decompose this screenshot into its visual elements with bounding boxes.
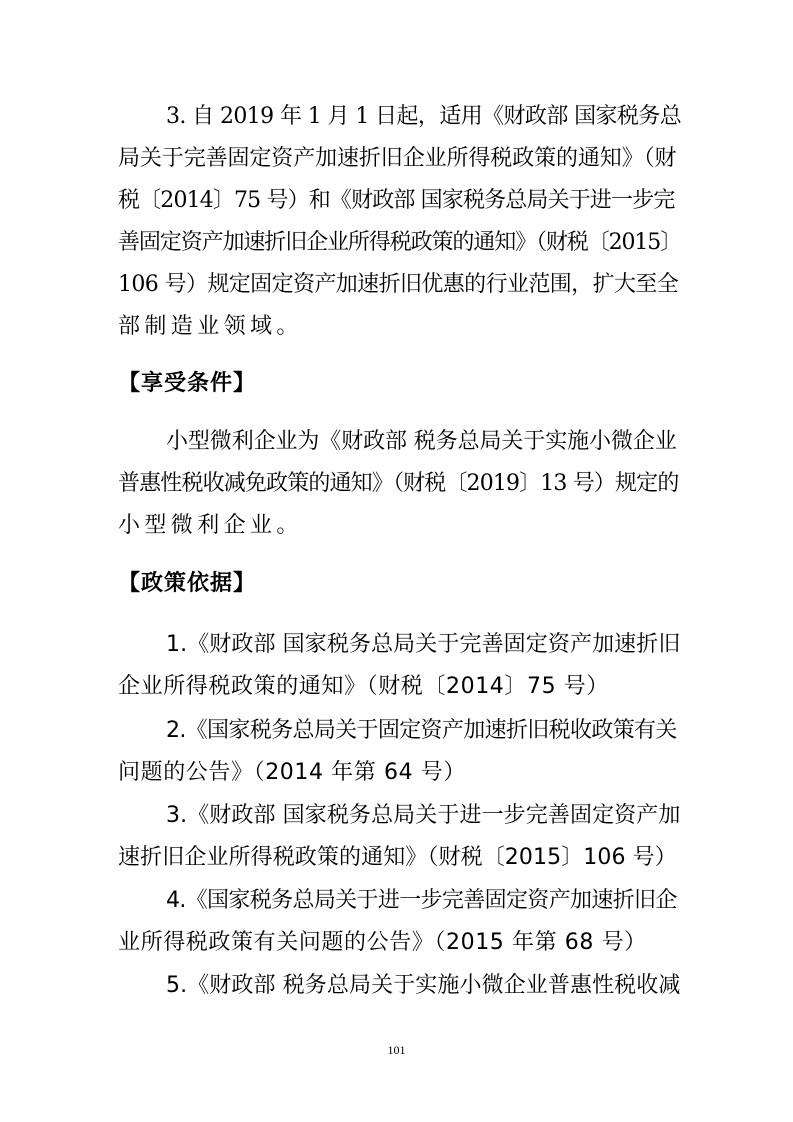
basis-line-4: 问题的公告》（2014 年第 64 号） bbox=[118, 760, 466, 785]
basis-line-6: 速折旧企业所得税政策的通知》（财税〔2015〕106 号） bbox=[118, 845, 677, 870]
page-number: 101 bbox=[387, 1043, 406, 1057]
intro-line-6: 部制造业领域。 bbox=[118, 314, 303, 339]
conditions-line-3: 小型微利企业。 bbox=[118, 513, 303, 538]
conditions-line-1: 小型微利企业为《财政部 税务总局关于实施小微企业 bbox=[166, 429, 677, 454]
basis-line-1: 1.《财政部 国家税务总局关于完善固定资产加速折旧 bbox=[166, 632, 681, 657]
intro-line-3: 税〔2014〕75 号）和《财政部 国家税务总局关于进一步完 bbox=[118, 188, 675, 213]
basis-heading: 【政策依据】 bbox=[118, 571, 257, 596]
conditions-heading: 【享受条件】 bbox=[118, 371, 257, 396]
basis-line-3: 2.《国家税务总局关于固定资产加速折旧税收政策有关 bbox=[166, 718, 677, 743]
intro-line-2: 局关于完善固定资产加速折旧企业所得税政策的通知》（财 bbox=[118, 146, 677, 171]
basis-line-8: 业所得税政策有关问题的公告》（2015 年第 68 号） bbox=[118, 930, 647, 955]
basis-line-9: 5.《财政部 税务总局关于实施小微企业普惠性税收减 bbox=[166, 973, 681, 998]
basis-line-5: 3.《财政部 国家税务总局关于进一步完善固定资产加 bbox=[166, 803, 681, 828]
basis-line-7: 4.《国家税务总局关于进一步完善固定资产加速折旧企 bbox=[166, 888, 677, 913]
intro-line-4: 善固定资产加速折旧企业所得税政策的通知》（财税〔2015〕 bbox=[118, 230, 682, 255]
conditions-line-2: 普惠性税收减免政策的通知》（财税〔2019〕13 号）规定的 bbox=[118, 471, 679, 496]
intro-line-1: 3. 自 2019 年 1 月 1 日起，适用《财政部 国家税务总 bbox=[166, 104, 682, 129]
intro-line-5: 106 号）规定固定资产加速折旧优惠的行业范围，扩大至全 bbox=[118, 272, 679, 297]
basis-line-2: 企业所得税政策的通知》（财税〔2014〕75 号） bbox=[118, 674, 609, 699]
